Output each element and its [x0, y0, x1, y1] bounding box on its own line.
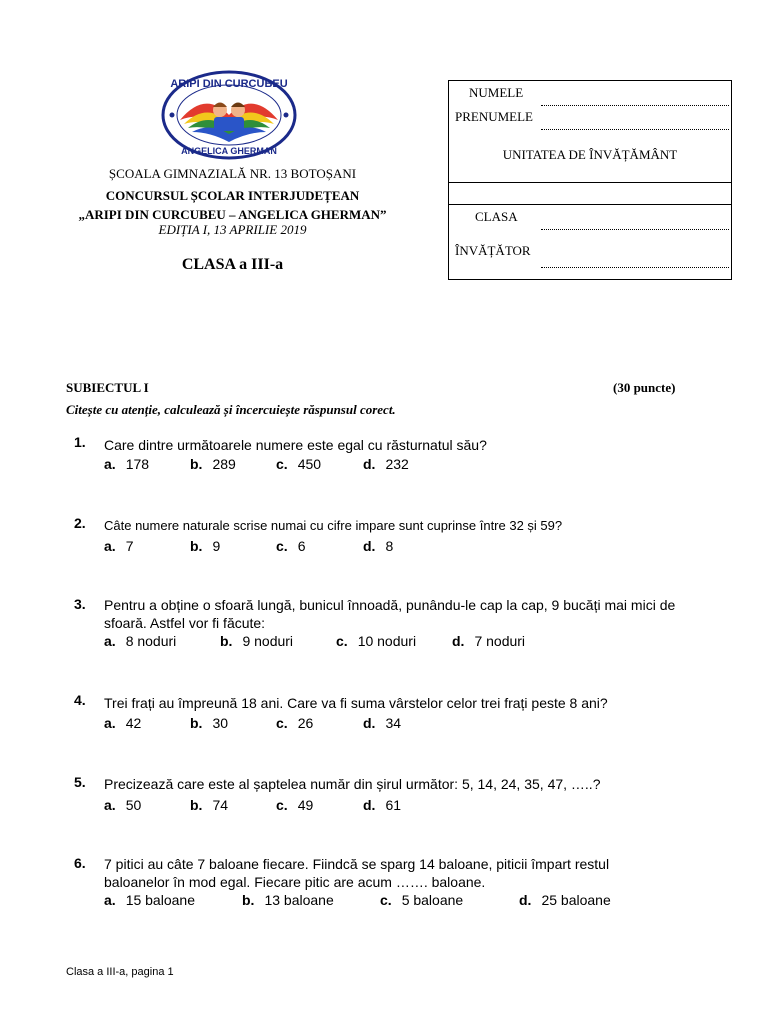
svg-text:ANGELICA GHERMAN: ANGELICA GHERMAN	[181, 146, 277, 156]
answer-option[interactable]: d. 61	[363, 797, 402, 813]
answer-option[interactable]: d. 232	[363, 456, 409, 472]
question-number: 1.	[74, 434, 86, 450]
question-text: Pentru a obține o sfoară lungă, bunicul înnoadă, punându-le cap la cap, 9 bucăți mai mici de sfoară. Astfel vor fi făcute:	[104, 597, 676, 631]
answer-option[interactable]: a. 50	[104, 797, 142, 813]
contest-edition: EDIȚIA I, 13 APRILIE 2019	[158, 222, 307, 237]
teacher-field[interactable]	[541, 267, 729, 268]
answer-option[interactable]: c. 450	[276, 456, 322, 472]
page-footer: Clasa a III-a, pagina 1	[66, 966, 174, 978]
contest-name: „ARIPI DIN CURCUBEU – ANGELICA GHERMAN”	[78, 207, 387, 222]
answer-option[interactable]: a. 178	[104, 456, 150, 472]
question-text: Trei frați au împreună 18 ani. Care va fi suma vârstelor celor trei frați peste 8 ani?	[104, 695, 608, 711]
answer-option[interactable]: d. 34	[363, 715, 402, 731]
question-number: 2.	[74, 515, 86, 531]
question-number: 5.	[74, 774, 86, 790]
name-label: NUMELE	[469, 85, 524, 100]
contest-title: CONCURSUL ȘCOLAR INTERJUDEȚEAN	[105, 188, 360, 203]
question-number: 3.	[74, 596, 86, 612]
school-name: ȘCOALA GIMNAZIALĂ NR. 13 BOTOȘANI	[108, 166, 357, 181]
subject-title: SUBIECTUL I	[66, 380, 149, 395]
answer-option[interactable]: a. 7	[104, 538, 134, 554]
answer-option[interactable]: a. 15 baloane	[104, 892, 195, 908]
answer-option[interactable]: a. 42	[104, 715, 142, 731]
answer-option[interactable]: c. 49	[276, 797, 314, 813]
question-text: Precizează care este al șaptelea număr din șirul următor: 5, 14, 24, 35, 47, …..?	[104, 776, 601, 792]
school-unit-label: UNITATEA DE ÎNVĂȚĂMÂNT	[502, 147, 678, 162]
question-text: Câte numere naturale scrise numai cu cifre impare sunt cuprinse între 32 și 59?	[104, 518, 563, 533]
student-info-box	[448, 80, 732, 280]
answer-option[interactable]: c. 5 baloane	[380, 892, 464, 908]
subject-instruction: Citește cu atenție, calculează și încercuiește răspunsul corect.	[66, 402, 396, 417]
answer-option[interactable]: b. 13 baloane	[242, 892, 334, 908]
answer-option[interactable]: a. 8 noduri	[104, 633, 177, 649]
answer-option[interactable]: b. 289	[190, 456, 236, 472]
name-field[interactable]	[541, 105, 729, 106]
answer-option[interactable]: d. 25 baloane	[519, 892, 611, 908]
contest-logo	[160, 70, 298, 160]
divider	[449, 182, 731, 183]
svg-text:ARIPI DIN CURCUBEU: ARIPI DIN CURCUBEU	[170, 78, 288, 90]
question-number: 6.	[74, 855, 86, 871]
surname-field[interactable]	[541, 129, 729, 130]
answer-option[interactable]: b. 74	[190, 797, 229, 813]
surname-label: PRENUMELE	[455, 109, 533, 124]
question-number: 4.	[74, 692, 86, 708]
answer-option[interactable]: b. 9	[190, 538, 221, 554]
question-text: Care dintre următoarele numere este egal cu răsturnatul său?	[104, 437, 487, 453]
teacher-label: ÎNVĂȚĂTOR	[455, 243, 531, 258]
answer-option[interactable]: c. 10 noduri	[336, 633, 417, 649]
answer-option[interactable]: d. 8	[363, 538, 394, 554]
question-text: 7 pitici au câte 7 baloane fiecare. Fiindcă se sparg 14 baloane, piticii împart restul baloanelor în mod egal. Fiecare pitic are acum ……. baloane.	[104, 856, 610, 890]
answer-option[interactable]: c. 6	[276, 538, 306, 554]
answer-option[interactable]: c. 26	[276, 715, 314, 731]
divider	[449, 204, 731, 205]
answer-option[interactable]: b. 9 noduri	[220, 633, 294, 649]
class-label: CLASA	[475, 209, 518, 224]
subject-points: (30 puncte)	[613, 380, 676, 395]
class-title: CLASA a III-a	[181, 256, 284, 273]
class-field[interactable]	[541, 229, 729, 230]
answer-option[interactable]: d. 7 noduri	[452, 633, 526, 649]
answer-option[interactable]: b. 30	[190, 715, 229, 731]
